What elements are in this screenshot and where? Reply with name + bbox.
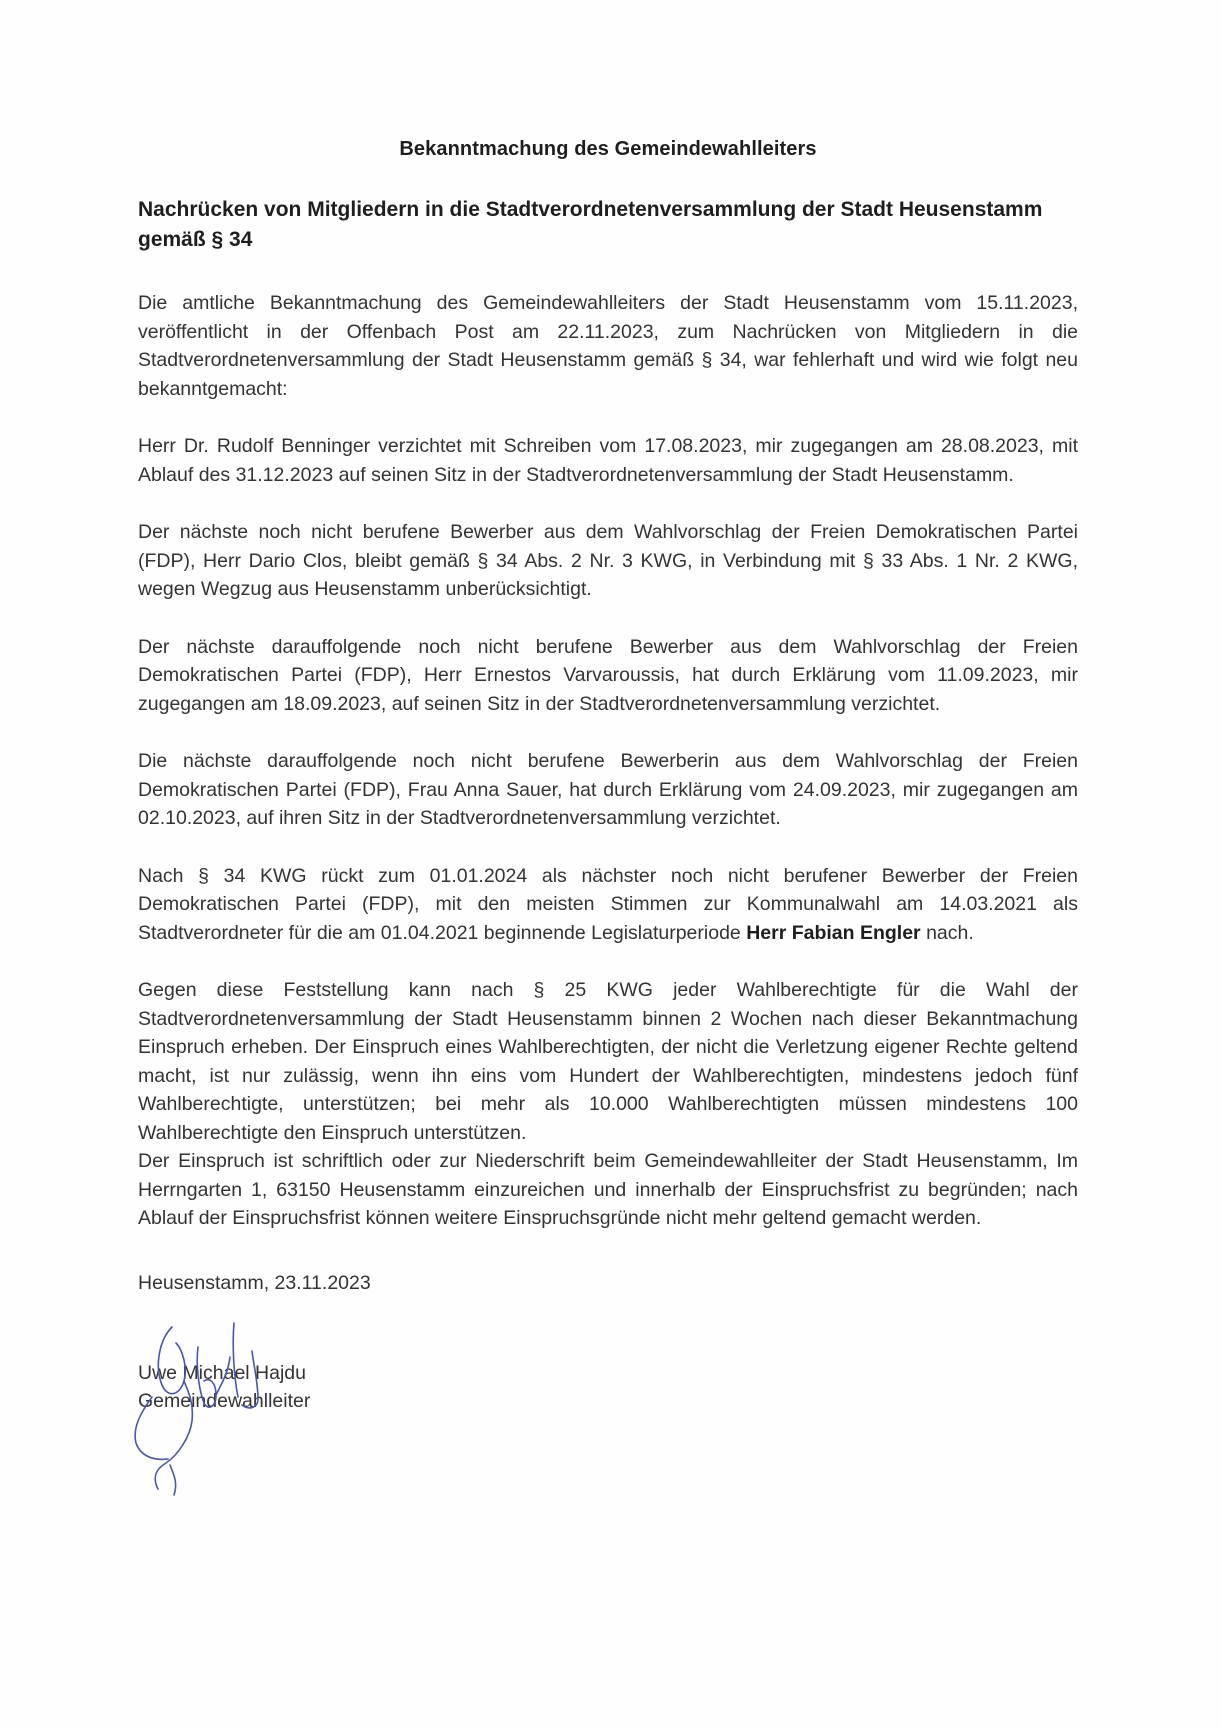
paragraph-sauer-waiver: Die nächste darauffolgende noch nicht berufene Bewerberin aus dem Wahlvorschlag der Freien Demokratischen Partei (FDP), Frau Anna Sauer, hat durch Erklärung vom 24.09.2023, mir zugegangen am 02.10.2023, auf ihren Sitz in der Stadtverordnetenversammlung verzichtet. bbox=[138, 750, 1078, 829]
place-date: Heusenstamm, 23.11.2023 bbox=[138, 1271, 371, 1294]
document-title: Bekanntmachung des Gemeindewahlleiters bbox=[399, 138, 817, 160]
document-subject: Nachrücken von Mitgliedern in die Stadtverordnetenversammlung der Stadt Heusenstamm gemäß § 34 bbox=[138, 198, 1043, 251]
paragraph-benninger-resignation: Herr Dr. Rudolf Benninger verzichtet mit Schreiben vom 17.08.2023, mir zugegangen am 28.08.2023, mit Ablauf des 31.12.2023 auf seinen Sitz in der Stadtverordnetenversammlung der Stadt Heusenstamm. bbox=[138, 435, 1078, 486]
successor-text-before: Nach § 34 KWG rückt zum 01.01.2024 als nächster noch nicht berufener Bewerber der Freien Demokratischen Partei (FDP), mit den meisten Stimmen zur Kommunalwahl am 14.03.2021 als Stadtverordneter für die am 01.04.2021 beginnende Legislaturperiode bbox=[138, 864, 1078, 944]
paragraph-successor bbox=[138, 862, 1078, 948]
paragraph-varvaroussis-waiver: Der nächste darauffolgende noch nicht berufene Bewerber aus dem Wahlvorschlag der Freien Demokratischen Partei (FDP), Herr Ernestos Varvaroussis, hat durch Erklärung vom 11.09.2023, mir zugegangen am 18.09.2023, auf seinen Sitz in der Stadtverordnetenversammlung verzichtet. bbox=[138, 635, 1078, 715]
document-body bbox=[138, 138, 1078, 1509]
successor-name: Herr Fabian Engler bbox=[746, 921, 921, 944]
successor-text-after: nach. bbox=[920, 921, 974, 944]
paragraph-correction-notice: Die amtliche Bekanntmachung des Gemeindewahlleiters der Stadt Heusenstamm vom 15.11.2023, veröffentlicht in der Offenbach Post am 22.11.2023, zum Nachrücken von Mitgliedern in die Stadtverordnetenversammlung der Stadt Heusenstamm gemäß § 34, war fehlerhaft und wird wie folgt neu bekanntgemacht: bbox=[138, 292, 1078, 400]
handwritten-signature-icon bbox=[112, 1287, 312, 1507]
paragraph-objection-submission: Der Einspruch ist schriftlich oder zur Niederschrift beim Gemeindewahlleiter der Stadt Heusenstamm, Im Herrngarten 1, 63150 Heusenstamm einzureichen und innerhalb der Einspruchsfrist zu begründen; nach Ablauf der Einspruchsfrist können weitere Einspruchsgründe nicht mehr geltend gemacht werden. bbox=[138, 1150, 1078, 1229]
paragraph-objection-rules: Gegen diese Feststellung kann nach § 25 KWG jeder Wahlberechtigte für die Wahl der Stadtverordnetenversammlung der Stadt Heusenstamm binnen 2 Wochen nach dieser Bekanntmachung Einspruch erheben. Der Einspruch eines Wahlberechtigten, der nicht die Verletzung eigener Rechte geltend macht, ist nur zulässig, wenn ihn eins vom Hundert der Wahlberechtigten, mindestens jedoch fünf Wahlberechtigte, unterstützen; bei mehr als 10.000 Wahlberechtigten müssen mindestens 100 Wahlberechtigte den Einspruch unterstützen. bbox=[138, 979, 1078, 1144]
signature-block bbox=[138, 1359, 1078, 1509]
signatory-name: Uwe Michael Hajdu bbox=[138, 1361, 306, 1384]
signatory-role: Gemeindewahlleiter bbox=[138, 1389, 311, 1412]
paragraph-clos-excluded: Der nächste noch nicht berufene Bewerber aus dem Wahlvorschlag der Freien Demokratischen Partei (FDP), Herr Dario Clos, bleibt gemäß § 34 Abs. 2 Nr. 3 KWG, in Verbindung mit § 33 Abs. 1 Nr. 2 KWG, wegen Wegzug aus Heusenstamm unberücksichtigt. bbox=[138, 521, 1078, 600]
